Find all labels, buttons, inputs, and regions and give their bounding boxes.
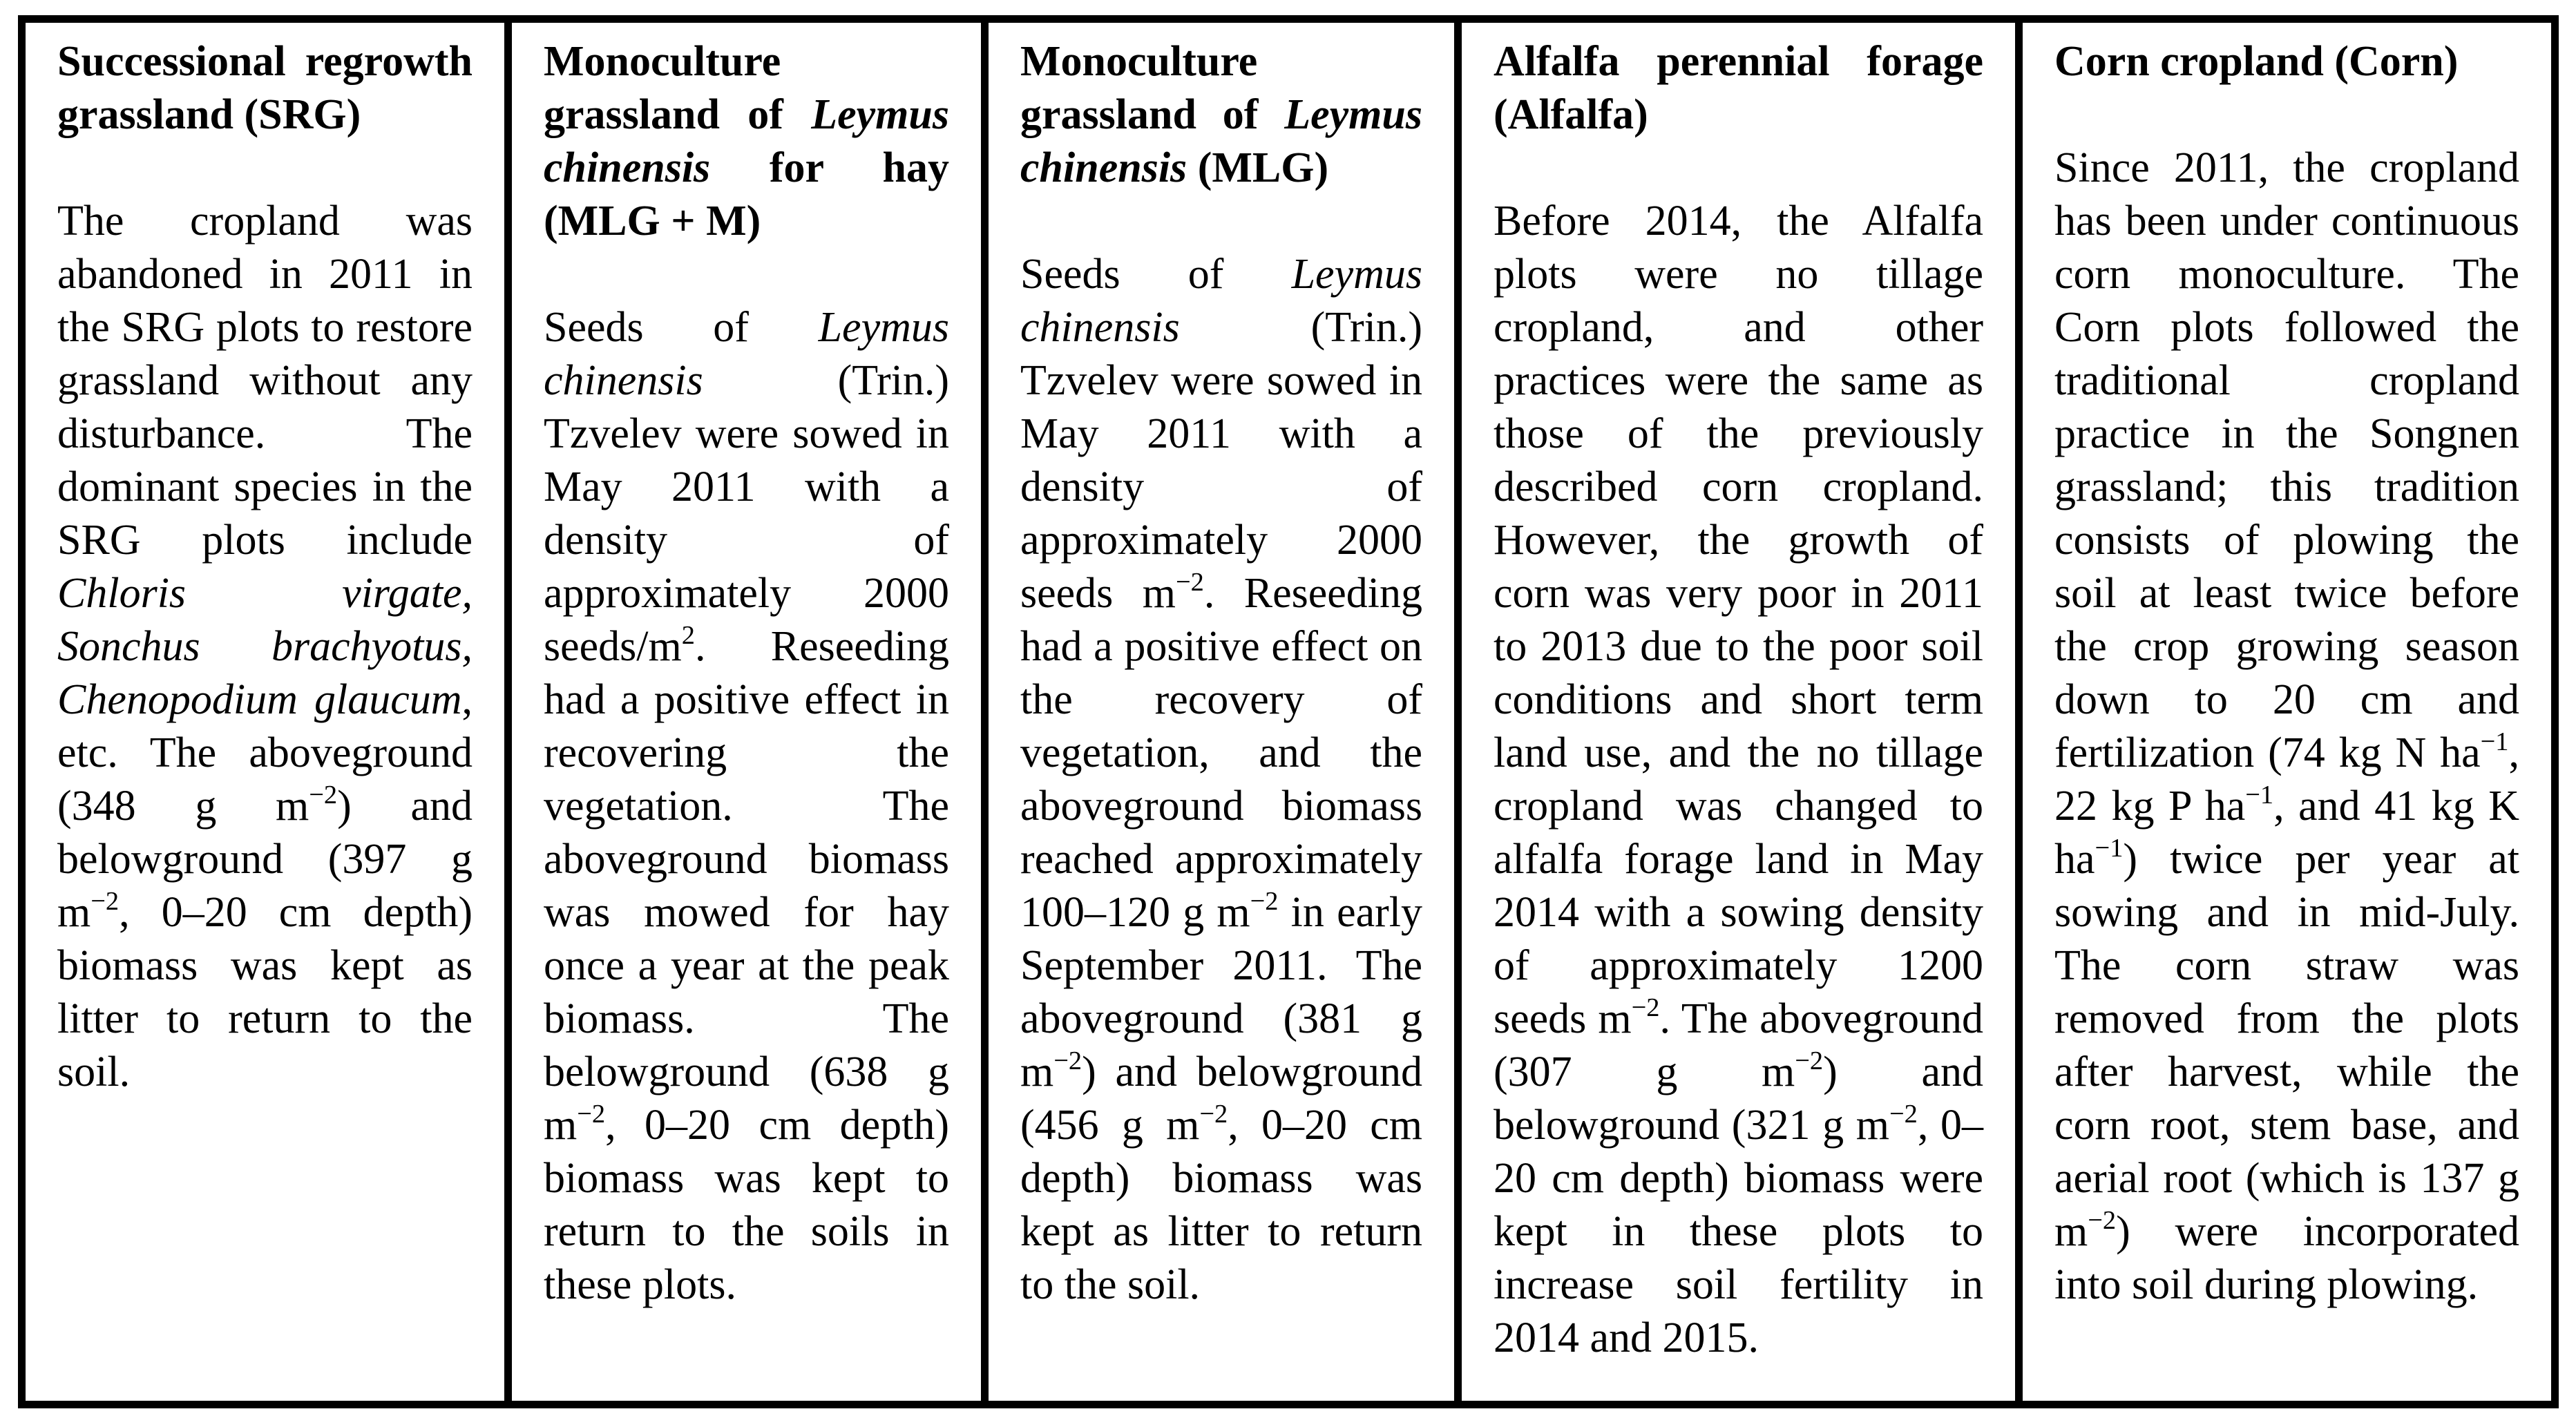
body-text: ) were incorporated into soil during plowing. — [2054, 1208, 2519, 1308]
column-body — [1494, 195, 1983, 1365]
heading-italic-text: Leymus chinensis — [1020, 91, 1422, 191]
body-text: ) and belowground (456 g m — [1020, 1048, 1422, 1149]
superscript: −2 — [1175, 568, 1204, 597]
column-heading — [1494, 35, 1983, 142]
body-text: (Trin.) Tzvelev were sowed in May 2011 with a density of approximately 2000 seeds m — [1020, 304, 1422, 617]
body-text: . The aboveground (307 g m — [1494, 995, 1983, 1095]
body-text: Seeds of — [1020, 251, 1292, 298]
heading-text: Successional regrowth grassland (SRG) — [57, 38, 473, 138]
heading-text: Monoculture grassland of — [1020, 38, 1285, 138]
body-text: , 0–20 cm depth) biomass was kept as litter to return to the soil. — [1020, 1102, 1423, 1308]
land-use-description-table — [18, 15, 2559, 1408]
body-text: Since 2011, the cropland has been under continuous corn monoculture. The Corn plots followed the traditional cropland practice in the Songnen grassland; this tradition consists of plowing the soil at least twice before the crop growing season down to 20 cm and fertilization (74 kg N ha — [2054, 144, 2519, 776]
body-text: (Trin.) Tzvelev were sowed in May 2011 with a density of approximately 2000 seeds/m — [544, 357, 949, 670]
superscript: −2 — [90, 887, 120, 917]
superscript: −2 — [2088, 1206, 2117, 1236]
superscript: −1 — [2245, 780, 2274, 810]
column-mlg — [989, 23, 1462, 1401]
superscript: −2 — [309, 780, 338, 810]
body-italic-text: Chloris virgate, Sonchus brachyotus, Chenopodium glaucum — [57, 570, 473, 723]
body-text: Before 2014, the Alfalfa plots were no tillage cropland, and other practices were the same as those of the previously described corn cropland. However, the growth of corn was very poor in 2011 to 2013 due to the poor soil conditions and short term land use, and the no tillage cropland was changed to alfalfa forage land in May 2014 with a sowing density of approximately 1200 seeds m — [1494, 198, 1983, 1042]
column-body — [1020, 248, 1422, 1312]
column-body — [544, 301, 949, 1312]
body-text: , 22 kg P ha — [2054, 729, 2519, 830]
column-heading — [57, 35, 473, 142]
body-text: The cropland was abandoned in 2011 in the SRG plots to restore grassland without any disturbance. The dominant species in the SRG plots include — [57, 198, 473, 564]
body-text: Seeds of — [544, 304, 819, 351]
superscript: −2 — [1795, 1046, 1824, 1076]
heading-text-suffix: for hay (MLG + M) — [544, 144, 949, 245]
column-body — [2054, 142, 2519, 1312]
body-text: , and 41 kg K ha — [2054, 783, 2519, 883]
body-text: ) and belowground (397 g m — [57, 783, 473, 936]
body-text: , 0–20 cm depth) biomass was kept to return to the soils in these plots. — [544, 1102, 949, 1308]
heading-italic-text: Leymus chinensis — [544, 91, 949, 191]
body-text: ) twice per year at sowing and in mid-July. The corn straw was removed from the plots after harvest, while the corn root, stem base, and aerial root (which is 137 g m — [2054, 836, 2519, 1255]
column-body — [57, 195, 473, 1099]
heading-text-suffix: (MLG) — [1187, 144, 1329, 191]
column-corn — [2023, 23, 2551, 1401]
body-text: . Reseeding had a positive effect in recovering the vegetation. The aboveground biomass was mowed for hay once a year at the peak biomass. The belowground (638 g m — [544, 623, 949, 1149]
body-text: , etc. The aboveground (348 g m — [57, 676, 473, 830]
body-text: , 0–20 cm depth) biomass were kept in these plots to increase soil fertility in 2014 and 2015. — [1494, 1102, 1983, 1361]
superscript: −2 — [577, 1100, 606, 1129]
body-text: , 0–20 cm depth) biomass was kept as litter to return to the soil. — [57, 889, 473, 1095]
superscript: 2 — [681, 621, 695, 651]
body-text: ) and belowground (321 g m — [1494, 1048, 1983, 1149]
superscript: −1 — [2095, 834, 2124, 863]
column-alfalfa — [1462, 23, 2023, 1401]
column-heading — [544, 35, 949, 248]
body-italic-text: Leymus chinensis — [544, 304, 949, 404]
superscript: −2 — [1631, 993, 1660, 1023]
heading-text: Monoculture grassland of — [544, 38, 812, 138]
superscript: −2 — [1199, 1100, 1228, 1129]
body-text: . Reseeding had a positive effect on the recovery of vegetation, and the aboveground biomass reached approximately 100–120 g m — [1020, 570, 1422, 936]
heading-text: Alfalfa perennial forage (Alfalfa) — [1494, 38, 1983, 138]
superscript: −2 — [1250, 887, 1279, 917]
column-heading — [2054, 35, 2519, 88]
superscript: −2 — [1053, 1046, 1082, 1076]
superscript: −1 — [2480, 727, 2509, 757]
column-srg — [26, 23, 512, 1401]
body-italic-text: Leymus chinensis — [1020, 251, 1422, 351]
superscript: −2 — [1889, 1100, 1918, 1129]
column-mlg-m — [512, 23, 989, 1401]
body-text: in early September 2011. The aboveground (381 g m — [1020, 889, 1422, 1095]
column-heading — [1020, 35, 1422, 195]
heading-text: Corn cropland (Corn) — [2054, 38, 2459, 85]
